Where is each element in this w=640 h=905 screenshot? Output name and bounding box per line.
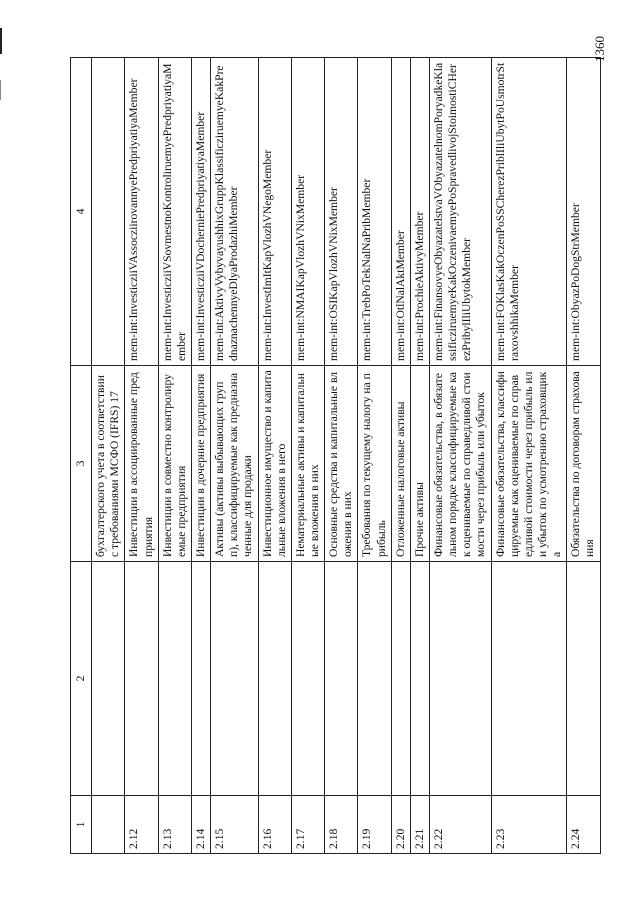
table-row	[291, 58, 324, 854]
row-member-code-cell: mem-int:ProchieAktivyMember	[410, 58, 429, 366]
column-2-cell	[291, 562, 324, 796]
row-description-cell: Финансовые обязательства, классифицируемые как оцениваемые по справедливой стоимости через прибыль или убыток по усмотрению страховщика	[491, 366, 567, 562]
row-description-cell: Активы (активы выбывающих групп), классифицируемые как предназначенные для продажи	[211, 366, 258, 562]
xbrl-member-table	[70, 57, 601, 854]
row-member-code-cell: mem-int:FinansovyeObyazatelstvaVObyazatelnomPoryadkeKlassificziruemyeKakOczenivaemyePoSpravedlivojStoimostiCHerezPribylIliUbytokMember	[429, 58, 491, 366]
row-description-cell: бухгалтерского учета в соответствии с требованиями МСФО (IFRS) 17	[92, 366, 125, 562]
row-number-cell: 2.17	[291, 796, 324, 854]
table-row	[158, 58, 191, 854]
row-number-cell	[92, 796, 125, 854]
column-2-cell	[410, 562, 429, 796]
row-description-cell: Нематериальные активы и капитальные вложения в них	[291, 366, 324, 562]
column-2-cell	[158, 562, 191, 796]
column-2-cell	[325, 562, 358, 796]
row-member-code-cell: mem-int:InvesticziiVDocherniePredpriyatiyaMember	[191, 58, 210, 366]
column-2-cell	[125, 562, 158, 796]
row-description-cell: Обязательства по договорам страхования	[567, 366, 600, 562]
row-number-cell: 2.21	[410, 796, 429, 854]
column-2-cell	[258, 562, 291, 796]
table-row	[125, 58, 158, 854]
column-header-1: 1	[71, 796, 92, 854]
column-2-cell	[491, 562, 567, 796]
rotated-page-content	[70, 58, 596, 854]
row-description-cell: Инвестиционное имущество и капитальные вложения в него	[258, 366, 291, 562]
column-2-cell	[211, 562, 258, 796]
row-number-cell: 2.24	[567, 796, 600, 854]
table-row	[491, 58, 567, 854]
row-number-cell: 2.16	[258, 796, 291, 854]
row-member-code-cell: mem-int:InvesticziiVSovmestnoKontroliruemyePredpriyatiyaMember	[158, 58, 191, 366]
row-member-code-cell: mem-int:InvestImItKapVlozhVNegoMember	[258, 58, 291, 366]
column-header-3: 3	[71, 366, 92, 562]
table-row	[567, 58, 600, 854]
row-number-cell: 2.23	[491, 796, 567, 854]
row-member-code-cell: mem-int:InvesticziiVAssocziirovannyePredpriyatiyaMember	[125, 58, 158, 366]
row-number-cell: 2.12	[125, 796, 158, 854]
column-2-cell	[358, 562, 391, 796]
row-member-code-cell: mem-int:FOKlasKakOczenPoSSCherezPriblIliUbytPoUsmotrStraxovshhikaMember	[491, 58, 567, 366]
table-row	[191, 58, 210, 854]
row-number-cell: 2.19	[358, 796, 391, 854]
column-header-2: 2	[71, 562, 92, 796]
column-2-cell	[92, 562, 125, 796]
page-edge-mark	[0, 28, 2, 54]
row-member-code-cell: mem-int:TrebPoTekNalNaPribMember	[358, 58, 391, 366]
table-row	[92, 58, 125, 854]
row-number-cell: 2.15	[211, 796, 258, 854]
row-number-cell: 2.22	[429, 796, 491, 854]
row-description-cell: Основные средства и капитальные вложения в них	[325, 366, 358, 562]
row-number-cell: 2.13	[158, 796, 191, 854]
table-header-row	[71, 58, 92, 854]
row-member-code-cell: mem-int:OtlNalAktMember	[391, 58, 410, 366]
table-row	[358, 58, 391, 854]
row-description-cell: Инвестиции в дочерние предприятия	[191, 366, 210, 562]
row-description-cell: Инвестиции в ассоциированные предприятия	[125, 366, 158, 562]
table-row	[211, 58, 258, 854]
row-member-code-cell	[92, 58, 125, 366]
row-description-cell: Прочие активы	[410, 366, 429, 562]
row-number-cell: 2.14	[191, 796, 210, 854]
row-number-cell: 2.20	[391, 796, 410, 854]
column-2-cell	[191, 562, 210, 796]
table-row	[391, 58, 410, 854]
column-header-4: 4	[71, 58, 92, 366]
column-2-cell	[391, 562, 410, 796]
column-2-cell	[567, 562, 600, 796]
page-edge-mark-secondary	[0, 80, 1, 100]
table-row	[325, 58, 358, 854]
row-member-code-cell: mem-int:AktivyVybyvayushhixGruppKlassificziruemyeKakPrednaznachennyeDlyaProdazhiMember	[211, 58, 258, 366]
row-description-cell: Финансовые обязательства, в обязательном порядке классифицируемые как оцениваемые по справедливой стоимости через прибыль или убыток	[429, 366, 491, 562]
row-number-cell: 2.18	[325, 796, 358, 854]
table-row	[410, 58, 429, 854]
column-2-cell	[429, 562, 491, 796]
page-number: 1360	[592, 36, 607, 62]
table-row	[429, 58, 491, 854]
table-row	[258, 58, 291, 854]
row-description-cell: Отложенные налоговые активы	[391, 366, 410, 562]
row-description-cell: Инвестиции в совместно контролируемые предприятия	[158, 366, 191, 562]
row-member-code-cell: mem-int:OSIKapVlozhVNixMember	[325, 58, 358, 366]
row-member-code-cell: mem-int:NMAIKapVlozhVNixMember	[291, 58, 324, 366]
row-description-cell: Требования по текущему налогу на прибыль	[358, 366, 391, 562]
row-member-code-cell: mem-int:ObyazPoDogStrMember	[567, 58, 600, 366]
